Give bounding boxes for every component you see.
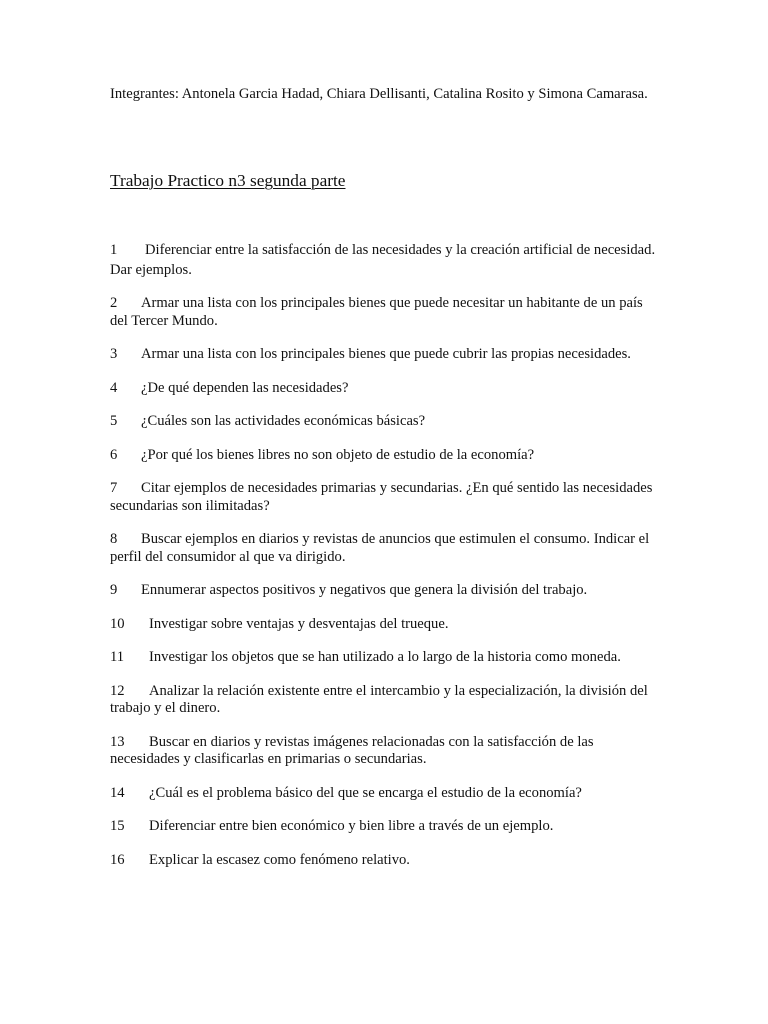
question-item <box>110 649 658 667</box>
question-item <box>110 346 658 364</box>
question-item <box>110 531 658 566</box>
question-item <box>110 295 658 330</box>
question-text: ¿Cuáles son las actividades económicas básicas? <box>141 413 426 429</box>
question-item <box>110 582 658 600</box>
question-item <box>110 380 658 398</box>
question-number: 13 <box>110 733 125 750</box>
question-list <box>110 240 658 885</box>
question-text: Investigar sobre ventajas y desventajas del trueque. <box>149 615 449 632</box>
question-item <box>110 447 658 465</box>
question-item <box>110 785 658 803</box>
document-title: Trabajo Practico n3 segunda parte <box>110 171 346 190</box>
question-text: ¿Por qué los bienes libres no son objeto de estudio de la economía? <box>141 446 535 463</box>
question-text: Explicar la escasez como fenómeno relativo. <box>149 851 410 868</box>
question-item <box>110 616 658 634</box>
question-text: ¿Cuál es el problema básico del que se encarga el estudio de la economía? <box>149 784 582 801</box>
question-text: ¿De qué dependen las necesidades? <box>141 379 349 396</box>
question-number: 4 <box>110 379 118 396</box>
question-text: Armar una lista con los principales bienes que puede necesitar un habitante de un país del Tercer Mundo. <box>110 295 643 329</box>
question-number: 5 <box>110 413 118 429</box>
question-number: 12 <box>110 682 125 699</box>
question-text: Ennumerar aspectos positivos y negativos que genera la división del trabajo. <box>141 582 588 598</box>
question-text: Diferenciar entre bien económico y bien libre a través de un ejemplo. <box>149 818 554 834</box>
question-item <box>110 818 658 836</box>
question-number: 3 <box>110 346 118 362</box>
question-item <box>110 683 658 718</box>
question-number: 14 <box>110 784 125 801</box>
question-text: Diferenciar entre la satisfacción de las necesidades y la creación artificial de necesidad. Dar ejemplos. <box>110 242 656 278</box>
question-number: 9 <box>110 582 118 598</box>
question-number: 1 <box>110 242 118 258</box>
question-number: 2 <box>110 295 118 311</box>
question-number: 8 <box>110 531 118 547</box>
question-text: Citar ejemplos de necesidades primarias y secundarias. ¿En qué sentido las necesidades secundarias son ilimitadas? <box>110 480 653 514</box>
question-number: 15 <box>110 818 125 834</box>
question-item <box>110 413 658 431</box>
question-item <box>110 480 658 515</box>
members-line: Integrantes: Antonela Garcia Hadad, Chiara Dellisanti, Catalina Rosito y Simona Camarasa. <box>110 86 648 102</box>
question-number: 11 <box>110 649 125 665</box>
question-text: Buscar en diarios y revistas imágenes relacionadas con la satisfacción de las necesidades y clasificarlas en primarias o secundarias. <box>110 733 594 767</box>
question-item <box>110 734 658 769</box>
question-text: Analizar la relación existente entre el intercambio y la especialización, la división del trabajo y el dinero. <box>110 682 648 716</box>
question-number: 6 <box>110 446 118 463</box>
question-number: 16 <box>110 851 125 868</box>
question-text: Buscar ejemplos en diarios y revistas de anuncios que estimulen el consumo. Indicar el perfil del consumidor al que va dirigido. <box>110 531 650 565</box>
question-text: Armar una lista con los principales bienes que puede cubrir las propias necesidades. <box>141 346 631 362</box>
question-number: 7 <box>110 480 118 496</box>
question-text: Investigar los objetos que se han utilizado a lo largo de la historia como moneda. <box>149 649 621 665</box>
question-item <box>110 852 658 870</box>
question-number: 10 <box>110 615 125 632</box>
question-item <box>110 240 658 280</box>
